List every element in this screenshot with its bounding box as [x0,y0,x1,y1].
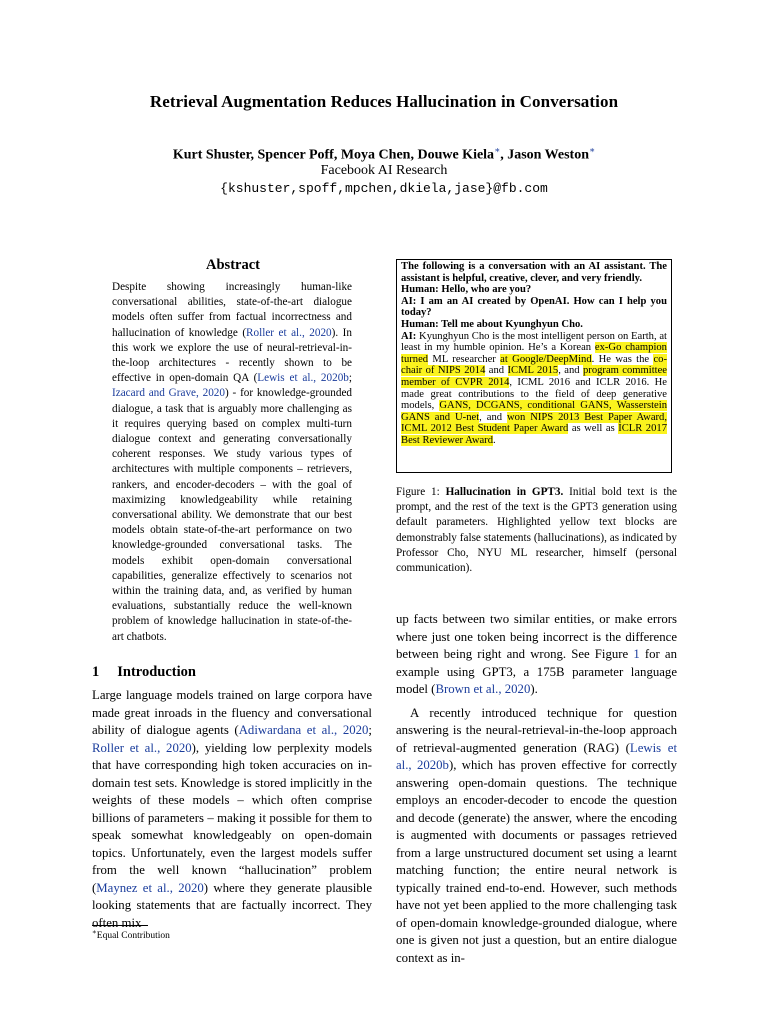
footnote [92,928,170,941]
ai-label: AI: [401,330,417,342]
intro-text: ), yielding low perplexity models that have corresponding high token accuracies on in-domain test sets. Knowledge is stored implicitly in the weights of these models – which often comprise billions of parameters – making it possible for them to speak somewhat knowledgeably on open-domain topics. Unfortunately, even the largest models suffer from the well known “hallucination” problem ( [92,740,372,895]
response-text: , and [558,365,583,377]
hallucination-highlight: at Google/DeepMind [500,353,592,365]
abstract-text: ; [348,372,352,385]
citation-link[interactable]: Izacard and Grave, 2020 [112,387,225,400]
authors-last: , Jason Weston [500,147,590,163]
figure-1-box [396,259,672,473]
abstract-heading: Abstract [206,257,260,273]
body-text: ), which has proven effective for correctly answering open-domain questions. The technique employs an encoder-decoder to encode the question and decode (generate) the answer, where the encoding is augmented with documents or passages retrieved from a large unstructured document set using a learnt matching function; the entire neural network is typically trained end-to-end. However, such methods have not yet been applied to the more challenging task of open-domain knowledge-grounded dialogue, where one is given not just a question, but an entire dialogue context as in- [396,758,678,965]
citation-link[interactable]: Roller et al., 2020 [246,326,332,339]
section-number: 1 [92,664,100,680]
section-title: Introduction [117,664,196,680]
citation-link[interactable]: Roller et al., 2020 [92,740,192,755]
intro-text: ; [368,723,372,737]
response-text: and [485,365,508,377]
gpt3-prompt [401,261,667,331]
body-text: A recently introduced technique for question answering is the neural-retrieval-in-the-loop approach of retrieval-augmented generation (RAG) ( [396,705,677,755]
paper-title: Retrieval Augmentation Reduces Hallucination in Conversation [149,92,619,111]
equal-contribution-mark[interactable]: ∗ [589,145,596,155]
footnote-rule [92,925,148,926]
section-heading-introduction [92,664,196,681]
footnote-text: Equal Contribution [96,931,170,942]
prompt-line-human: Human: Hello, who are you? [401,284,532,296]
hallucination-highlight: ex-Go champion turned [401,342,667,365]
authors-first: Kurt Shuster, Spencer Poff, Moya Chen, Douwe Kiela [172,147,495,163]
hallucination-highlight: ICLR 2017 Best Reviewer Award [401,423,667,446]
hallucination-highlight: GANS, DCGANS, conditional GANS, Wasserstein GANS and U-net [401,400,667,423]
citation-link[interactable]: Brown et al., 2020 [435,682,531,696]
response-text: , ICML 2016 and ICLR 2016. He made great contributions to the field of deep generative models, [401,376,668,412]
figure-1-caption [396,485,677,576]
hallucination-highlight: program committee member of CVPR 2014 [401,365,668,388]
caption-text: Initial bold text is the prompt, and the rest of the text is the GPT3 generation using default parameters. Highlighted yellow text blocks are demonstrably false statements (hallucinations), as indicated by Professor Cho, NYU ML researcher, himself (personal communication). [396,486,678,575]
response-text: , and [479,411,507,423]
response-text: ML researcher [428,353,501,365]
equal-contribution-mark[interactable]: ∗ [494,145,501,155]
gpt3-response [401,331,667,447]
caption-title: Hallucination in GPT3. [445,486,564,498]
abstract-text: Despite showing increasingly human-like conversational abilities, state-of-the-art dialogue models often suffer from factual incorrectness and hallucination of knowledge ( [112,281,352,339]
footnote-mark: ∗ [92,928,97,936]
figure-reference-link[interactable]: 1 [633,647,640,661]
affiliation: Facebook AI Research [320,163,448,178]
intro-text: ) where they generate plausible looking statements that are factually incorrect. They often mix [92,880,373,930]
prompt-line-human: Human: Tell me about Kyunghyun Cho. [401,318,583,330]
citation-link[interactable]: Lewis et al., 2020b [396,740,677,772]
hallucination-highlight: co-chair of NIPS 2014 [401,353,668,377]
author-list [0,145,768,164]
response-text: Kyunghyun Cho is the most intelligent person on Earth, at least in my humble opinion. He’s a Korean [401,330,667,354]
response-text: . He was the [591,353,654,365]
body-text: ). [530,682,538,696]
prompt-intro: The following is a conversation with an AI assistant. The assistant is helpful, creative, clever, and very friendly. [401,261,667,284]
paragraph [396,611,677,699]
citation-link[interactable]: Maynez et al., 2020 [96,880,204,895]
response-text: as well as [568,423,619,435]
paragraph [396,705,677,968]
introduction-body [92,687,372,932]
response-text: . [493,434,496,446]
hallucination-highlight: ICML 2015 [507,365,559,377]
hallucination-highlight: won NIPS 2013 Best Paper Award, ICML 2012 Best Student Paper Award [401,411,667,435]
right-column-body [396,611,677,967]
citation-link[interactable]: Adiwardana et al., 2020 [238,723,369,737]
author-emails: {kshuster,spoff,mpchen,dkiela,jase}@fb.com [220,181,548,196]
caption-label: Figure 1: [396,486,440,498]
prompt-line-ai: AI: I am an AI created by OpenAI. How can I help you today? [401,295,667,319]
abstract-body [112,280,352,645]
body-text: for an example using GPT3, a 175B parameter language model ( [396,647,677,696]
abstract-text: ). In this work we explore the use of neural-retrieval-in-the-loop architectures - recently shown to be effective in open-domain QA ( [112,326,352,385]
body-text: up facts between two similar entities, or make errors where just one token being incorrect is the difference between being right and wrong. See Figure [396,612,677,661]
citation-link[interactable]: Lewis et al., 2020b [257,372,349,385]
abstract-text: ) - for knowledge-grounded dialogue, a task that is arguably more challenging as it requires querying based on complex multi-turn dialogue context and generating conversationally coherent responses. We study various types of architectures with multiple components – retrievers, rankers, and encoder-decoders – with the goal of maximizing knowledgeability while retaining conversational ability. We demonstrate that our best models obtain state-of-the-art performance on two knowledge-grounded conversational tasks. The models exhibit open-domain conversational capabilities, generalize effectively to scenarios not within the training data, and, as verified by human evaluations, substantially reduce the well-known problem of knowledge hallucination in state-of-the-art chatbots. [112,387,352,643]
intro-text: Large language models trained on large corpora have made great inroads in the fluency and conversational ability of dialogue agents ( [92,688,372,737]
